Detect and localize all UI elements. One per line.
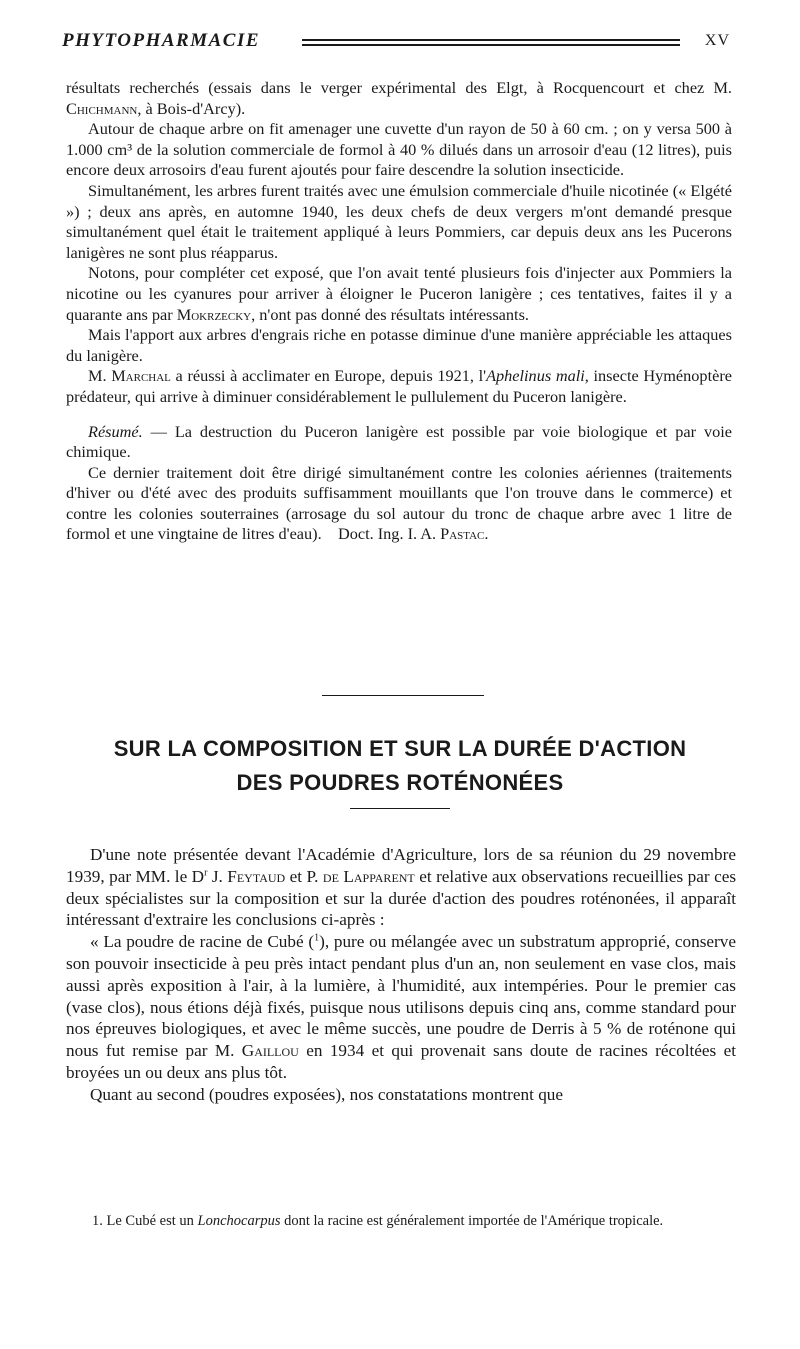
paragraph: « La poudre de racine de Cubé ($^1$), pure ou mélangée avec un substratum approprié, conserve son pouvoir insecticide à peu près intact pendant plus d'un an, non seulement en vase clos, mais aussi après exposition à l'air, à la lumière, à l'humidité, aux intempéries. Pour le premier cas (vase clos), nous étions déjà fixés, puisque nous utilisons depuis cinq ans, comme standard pour nos épreuves biologiques, et avec le même succès, une poudre de Derris à 5 % de roténone qui nous fut remise par M. Gaillou en 1934 et qui provenait sans doute de racines récoltées et broyées un ou deux ans plus tôt. (66, 932, 736, 1082)
paragraph: M. Marchal a réussi à acclimater en Europe, depuis 1921, l'Aphelinus mali, insecte Hyménoptère prédateur, qui arrive à diminuer considérablement le pullulement du Puceron lanigère. (66, 366, 732, 406)
paragraph: Mais l'apport aux arbres d'engrais riche en potasse diminue d'une manière appréciable les attaques du lanigère. (66, 325, 732, 365)
paragraph: Notons, pour compléter cet exposé, que l'on avait tenté plusieurs fois d'injecter aux Pommiers la nicotine ou les cyanures pour arriver à éloigner le Puceron lanigère ; ces tentatives, faites il y a quarante ans par Mokrzecky, n'ont pas donné des résultats intéressants. (66, 263, 732, 324)
title-underline (350, 808, 450, 809)
summary-paragraph: Résumé. — La destruction du Puceron lanigère est possible par voie biologique et par voie chimique. (66, 421, 732, 462)
paragraph: Autour de chaque arbre on fit amenager une cuvette d'un rayon de 50 à 60 cm. ; on y versa 500 à 1.000 cm³ de la solution commerciale de formol à 40 % dilués dans un arrosoir d'eau (12 litres), puis encore deux arrosoirs d'eau furent ajoutés pour faire descendre la solution insecticide. (66, 119, 732, 180)
species-name: Lonchocarpus (197, 1213, 281, 1229)
header-title: PHYTOPHARMACIE (62, 30, 261, 51)
footnote-ref: 1 (314, 932, 320, 944)
page-number: XV (704, 32, 730, 49)
footnote: 1. Le Cubé est un Lonchocarpus dont la racine est généralement importée de l'Amérique tropicale. (92, 1213, 664, 1229)
paragraph: Ce dernier traitement doit être dirigé simultanément contre les colonies aériennes (traitements d'hiver ou d'été avec des produits suffisamment mouillants que l'on trouve dans le commerce) et contre les colonies souterraines (arrosage du sol autour du tronc de chaque arbre avec 1 litre de formol et une vingtaine de litres d'eau). Doct. Ing. I. A. Pastac. (66, 462, 732, 544)
author-name: Gaillou (241, 1041, 299, 1061)
section-divider (322, 695, 484, 696)
paragraph: D'une note présentée devant l'Académie d'Agriculture, lors de sa réunion du 29 novembre 1939, par MM. le $D^r$ J. Feytaud et P. de Lapparent et relative aux observations recueillies par ces deux spécialistes sur la composition et sur la durée d'action des poudres roténonées, il apparaît intéressant d'extraire les conclusions ci-après : (66, 845, 737, 930)
paragraph: résultats recherchés (essais dans le verger expérimental des Elgt, à Rocquencourt et chez M. Chichmann, à Bois-d'Arcy). (66, 78, 732, 118)
title-line: SUR LA COMPOSITION ET SUR LA DURÉE D'ACTION (113, 736, 687, 761)
author-name: Mokrzecky (176, 304, 252, 324)
article-continuation (66, 78, 732, 545)
author-name: Marchal (111, 366, 171, 386)
article-body (66, 844, 736, 1106)
paragraph: Quant au second (poudres exposées), nos constatations montrent que (90, 1084, 564, 1104)
author-name: de Lapparent (322, 866, 415, 886)
signature: Doct. Ing. I. A. Pastac. (337, 524, 489, 544)
species-name: Aphelinus mali (486, 366, 585, 386)
header-double-rule (302, 39, 680, 46)
title-line: DES POUDRES ROTÉNONÉES (236, 770, 564, 795)
running-header (62, 30, 732, 56)
author-name: Feytaud (227, 866, 286, 886)
summary-label: Résumé. (88, 421, 143, 441)
author-name: Chichmann (66, 98, 138, 118)
paragraph: Simultanément, les arbres furent traités avec une émulsion commerciale d'huile nicotinée (« Elgété ») ; deux ans après, en automne 1940, les deux chefs de deux vergers m'ont demandé presque simultanément quel était le traitement appliqué à leurs Pommiers, car depuis deux ans les Pucerons lanigères ne sont plus réapparus. (66, 180, 732, 262)
article-title (40, 732, 760, 800)
